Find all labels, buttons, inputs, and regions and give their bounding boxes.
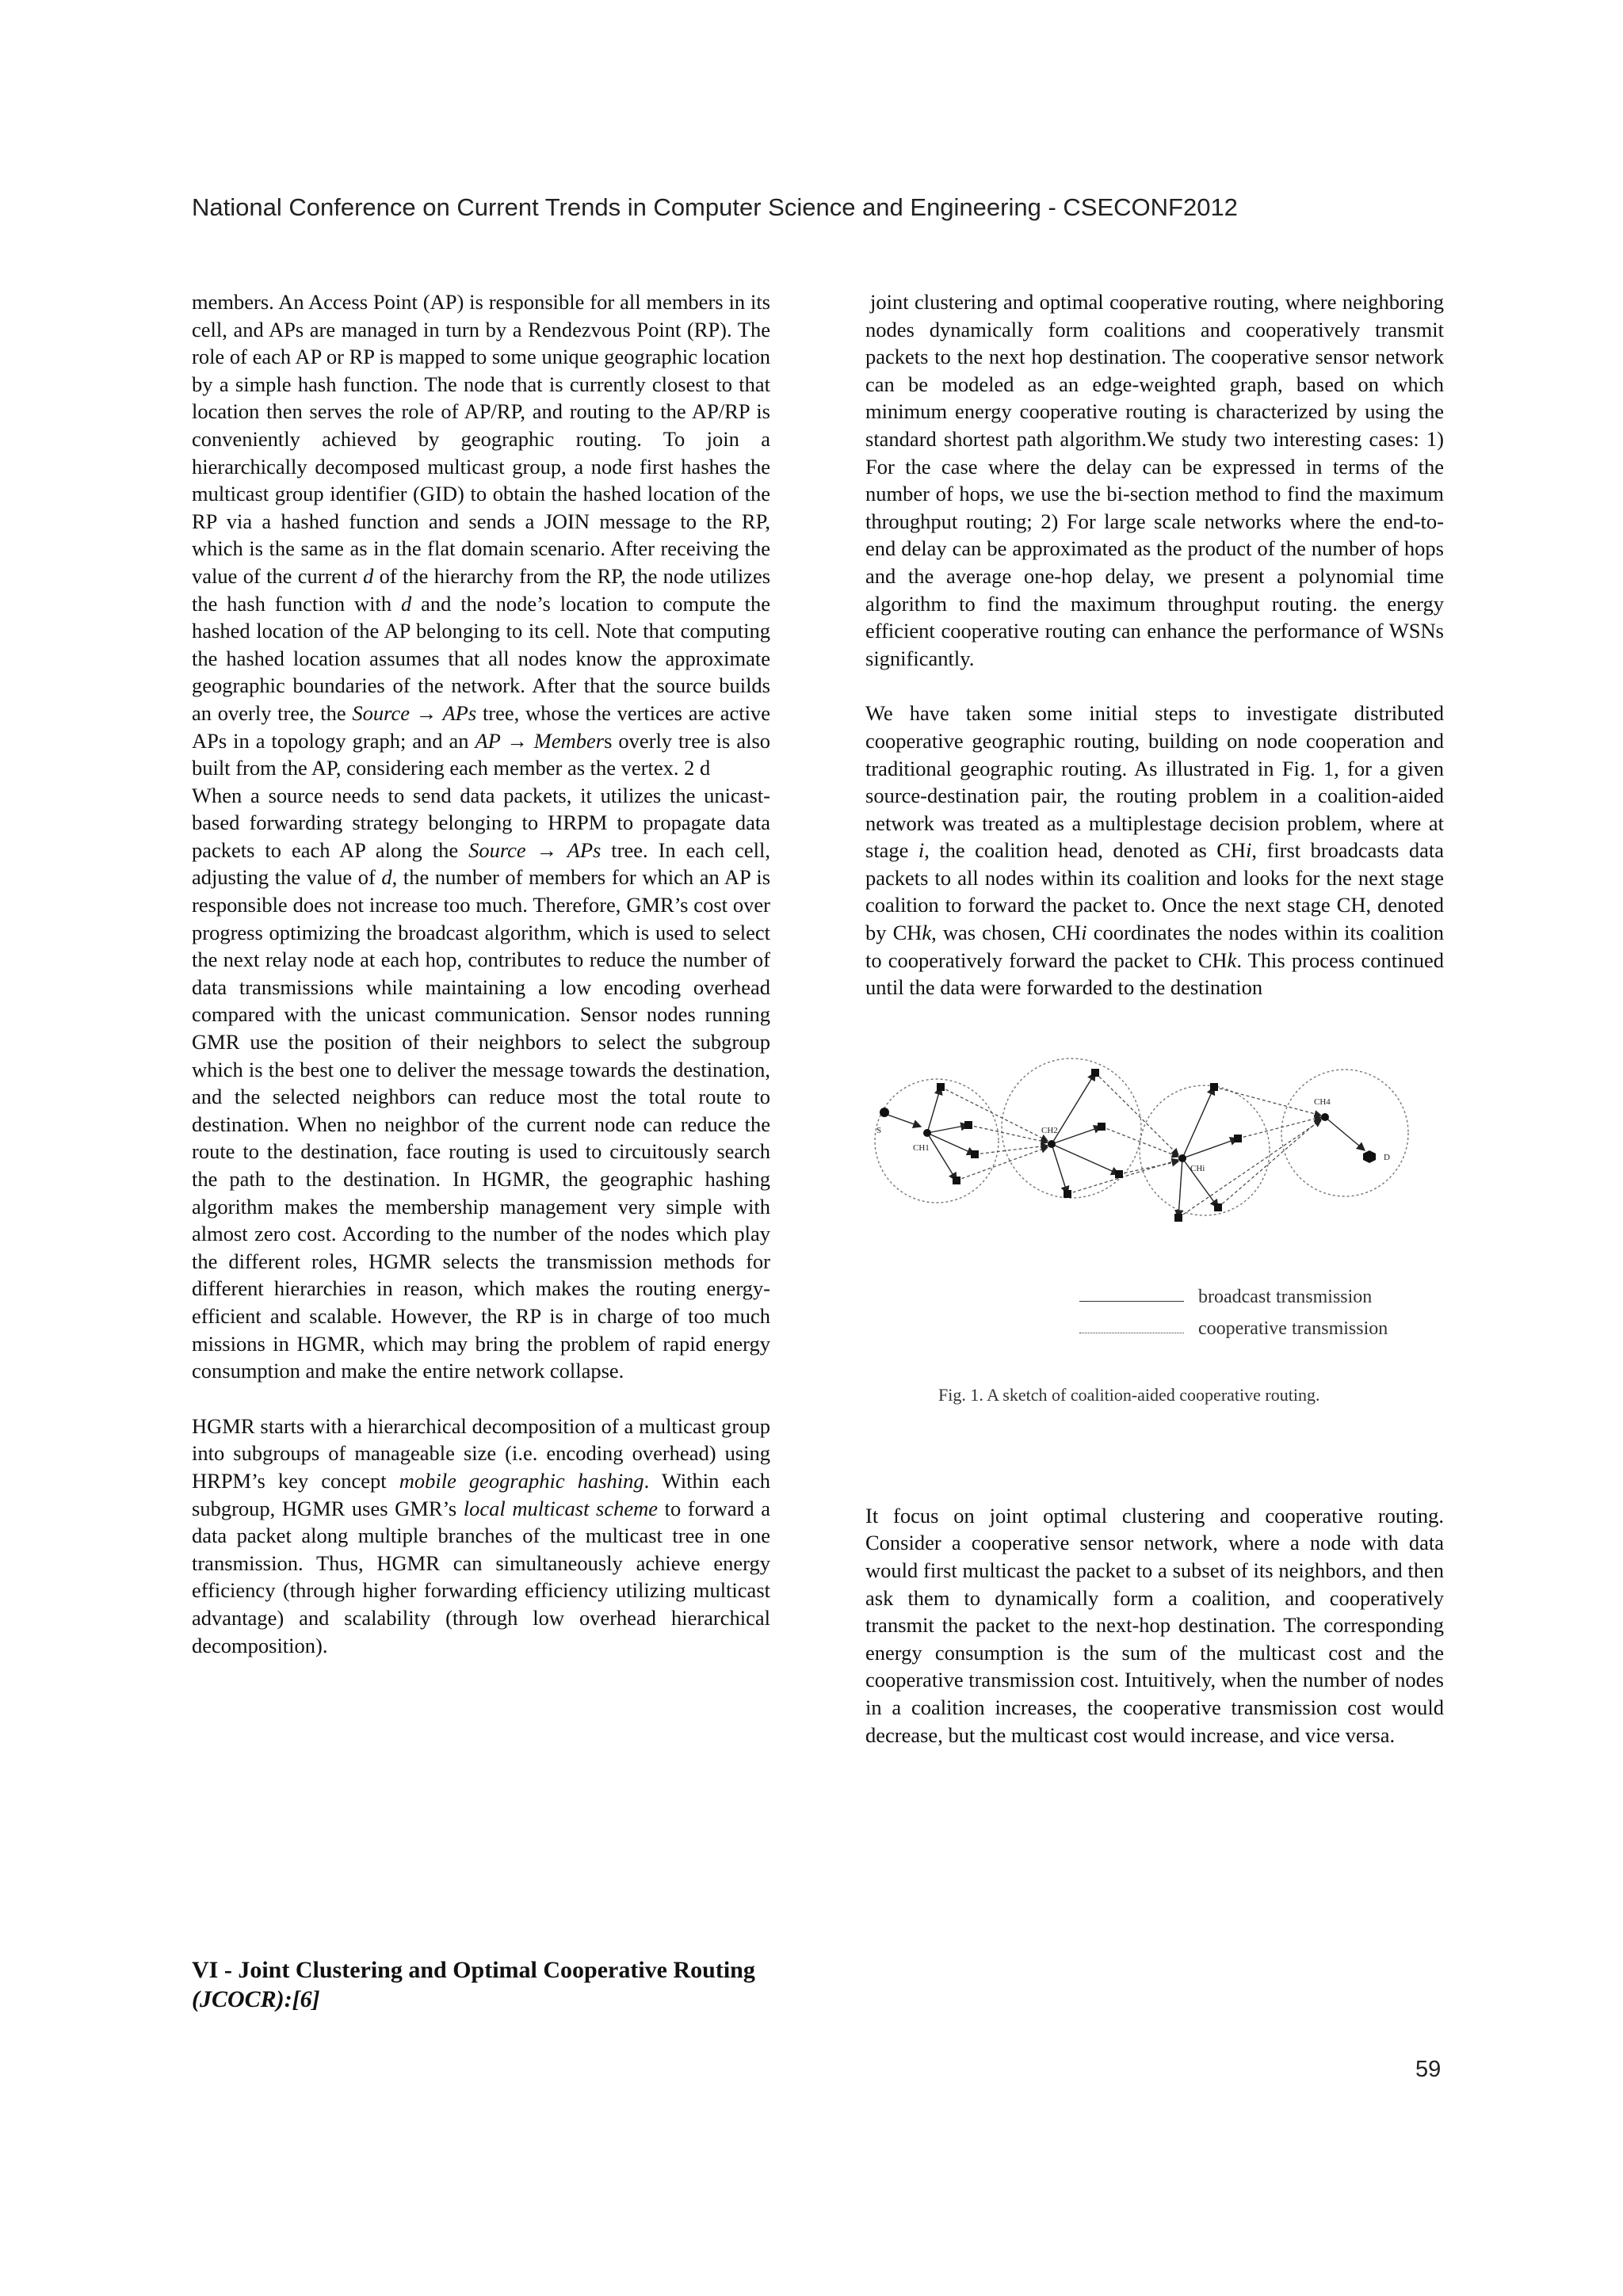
conference-header: National Conference on Current Trends in Computer Science and Engineering - CSECONF2012 (192, 193, 1238, 221)
paragraph-joint-clustering: It focus on joint optimal clustering and cooperative routing. Consider a cooperative sensor network, where a node with data would first multicast the packet to a subset of its neighbors, and then ask them to dynamically form a coalition, and cooperatively transmit the packet to the next-hop destination. The corresponding energy consumption is the sum of the multicast cost and the cooperative transmission cost. Intuitively, when the number of nodes in a coalition increases, the cooperative transmission cost would decrease, but the multicast cost would increase, and vice versa. (865, 1503, 1444, 1747)
coalition-network-diagram (865, 1039, 1444, 1285)
label-ch1: CH1 (913, 1142, 930, 1153)
paragraph-cooperative-geographic: We have taken some initial steps to investigate distributed cooperative geographic routing, building on node cooperation and traditional geographic routing. As illustrated in Fig. 1, for a given source-destination pair, the routing problem in a coalition-aided network was treated as a multiplestage decision problem, where at stage i, the coalition head, denoted as CHi, first broadcasts data packets to all nodes within its coalition and looks for the next stage coalition to forward the packet to. Once the next stage CH, denoted by CHk, was chosen, CHi coordinates the nodes within its coalition to cooperatively forward the packet to CHk. This process continued until the data were forwarded to the destination (865, 701, 1444, 1000)
label-ch4: CH4 (1314, 1097, 1331, 1107)
label-s: S (876, 1125, 882, 1135)
right-column (865, 288, 1444, 1749)
label-ch2: CH2 (1041, 1125, 1058, 1135)
label-d: D (1384, 1152, 1390, 1162)
coalition-circle-4 (1281, 1070, 1408, 1196)
ch1-node (923, 1129, 931, 1137)
figure-coalition-routing (865, 1039, 1444, 1405)
coalition-circle-1 (875, 1079, 999, 1203)
chi-node (1178, 1154, 1186, 1162)
left-column (192, 288, 770, 1659)
figure-legend (865, 1285, 1444, 1356)
page-number: 59 (1415, 2057, 1442, 2082)
legend-broadcast: broadcast transmission (865, 1285, 1444, 1317)
label-chi: CHi (1190, 1163, 1205, 1173)
paragraph-jcocr-intro: joint clustering and optimal cooperative routing, where neighboring nodes dynamically form coalitions and cooperatively transmit packets to the next hop destination. The cooperative sensor network can be modeled as an edge-weighted graph, based on which minimum energy cooperative routing is characterized by using the standard shortest path algorithm.We study two interesting cases: 1) For the case where the delay can be expressed in terms of the number of hops, we use the bi-section method to find the maximum throughput routing; 2) For large scale networks where the end-to-end delay can be approximated as the product of the number of hops and the average one-hop delay, we present a polynomial time algorithm to find the maximum throughput routing. the energy efficient cooperative routing can enhance the performance of WSNs significantly. (865, 290, 1444, 670)
figure-caption: Fig. 1. A sketch of coalition-aided cooperative routing. (938, 1384, 1320, 1405)
paragraph-hgmr-forwarding: When a source needs to send data packets, it utilizes the unicast-based forwarding strategy belonging to HRPM to propagate data packets to each AP along the Source → APs tree. In each cell, adjusting the value of d, the number of members for which an AP is responsible does not increase too much. Therefore, GMR’s cost over progress optimizing the broadcast algorithm, which is used to select the next relay node at each hop, contributes to reduce the number of data transmissions while maintaining a low encoding overhead compared with the unicast communication. Sensor nodes running GMR use the position of their neighbors to select the subgroup which is the best one to deliver the message towards the destination, and the selected neighbors can reduce most the total route to destination. When no neighbor of the current node can reduce the route to the destination, face routing is used to circuitously search the path to the destination. In HGMR, the geographic hashing algorithm makes the membership management very simple with almost zero cost. According to the number of the nodes which play the different roles, HGMR selects the transmission methods for different hierarchies in reason, which makes the routing energy-efficient and scalable. However, the RP is in charge of too much missions in HGMR, which may bring the problem of rapid energy consumption and make the entire network collapse. (192, 783, 771, 1383)
ch4-node (1321, 1113, 1329, 1121)
section-heading-jcocr: VI - Joint Clustering and Optimal Cooperative Routing (JCOCR):[6] (192, 1957, 755, 2012)
paragraph-hgmr-decomposition: HGMR starts with a hierarchical decomposition of a multicast group into subgroups of manageable size (i.e. encoding overhead) using HRPM’s key concept mobile geographic hashing. Within each subgroup, HGMR uses GMR’s local multicast scheme to forward a data packet along multiple branches of the multicast tree in one transmission. Thus, HGMR can simultaneously achieve energy efficiency (through higher forwarding efficiency utilizing multicast advantage) and scalability (through low overhead hierarchical decomposition). (192, 1413, 771, 1657)
ch2-node (1048, 1140, 1056, 1148)
destination-node (1363, 1150, 1376, 1163)
source-node (880, 1108, 889, 1117)
paragraph-hgmr-overview: members. An Access Point (AP) is responsible for all members in its cell, and APs are managed in turn by a Rendezvous Point (RP). The role of each AP or RP is mapped to some unique geographic location by a simple hash function. The node that is currently closest to that location then serves the role of AP/RP, and routing to the AP/RP is conveniently achieved by geographic routing. To join a hierarchically decomposed multicast group, a node first hashes the multicast group identifier (GID) to obtain the hashed location of the RP via a hashed function and sends a JOIN message to the RP, which is the same as in the flat domain scenario. After receiving the value of the current d of the hierarchy from the RP, the node utilizes the hash function with d and the node’s location to compute the hashed location of the AP belonging to its cell. Note that computing the hashed location assumes that all nodes know the approximate geographic boundaries of the network. After that the source builds an overly tree, the Source → APs tree, whose the vertices are active APs in a topology graph; and an AP → Members overly tree is also built from the AP, considering each member as the vertex. 2 d (192, 290, 771, 780)
legend-cooperative: cooperative transmission (865, 1317, 1444, 1348)
